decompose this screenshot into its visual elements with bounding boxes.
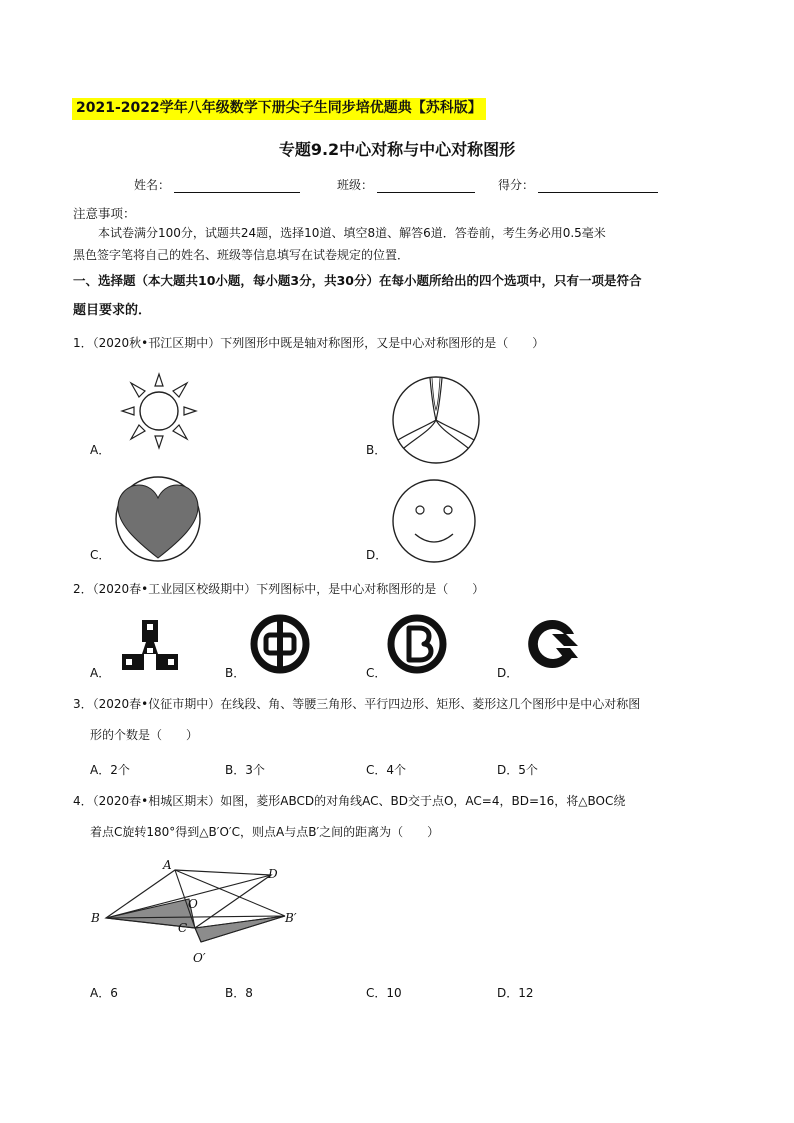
section-heading-line-2: 题目要求的． <box>73 303 152 318</box>
notice-line-1: 本试卷满分100分，试题共24题，选择10道、填空8道、解答6道．答卷前，考生务必用0.5毫米 <box>98 226 606 240</box>
q3-option-c[interactable]: C．4个 <box>366 763 407 777</box>
rhombus-figure <box>85 856 305 966</box>
q1-option-d[interactable]: D． <box>366 548 388 562</box>
section-heading-line-1: 一、选择题（本大题共10小题，每小题3分，共30分）在每小题所给出的四个选项中，只有一项是符合 <box>73 273 642 288</box>
q1-option-b[interactable]: B． <box>366 443 387 457</box>
label-b: B <box>91 911 100 925</box>
label-a: A <box>163 858 172 872</box>
bank-of-china-icon <box>250 614 310 674</box>
q4-option-c[interactable]: C．10 <box>366 986 402 1000</box>
score-field[interactable] <box>498 176 658 193</box>
heart-figure <box>113 474 203 564</box>
score-blank[interactable] <box>538 178 658 193</box>
q3-option-b[interactable]: B．3个 <box>225 763 265 777</box>
ccb-logo-icon <box>522 614 582 674</box>
q2-option-c[interactable]: C． <box>366 666 387 680</box>
label-b-prime: B′ <box>285 911 297 925</box>
class-blank[interactable] <box>377 178 475 193</box>
q2-option-d[interactable]: D． <box>497 666 519 680</box>
name-label: 姓名： <box>134 178 171 192</box>
sun-figure <box>114 366 204 456</box>
q4-option-a[interactable]: A．6 <box>90 986 118 1000</box>
q1-option-c[interactable]: C． <box>90 548 111 562</box>
bank-logo-c-icon <box>387 614 447 674</box>
notice-heading: 注意事项： <box>73 206 136 221</box>
label-o: O <box>188 897 198 911</box>
q1-stem: 1．（2020秋•邗江区期中）下列图形中既是轴对称图形，又是中心对称图形的是（ ） <box>73 336 545 350</box>
label-o-prime: O′ <box>193 951 206 965</box>
score-label: 得分： <box>498 178 535 192</box>
q3-stem-line-2: 形的个数是（ ） <box>90 728 199 742</box>
class-field[interactable] <box>337 176 475 193</box>
class-label: 班级： <box>337 178 374 192</box>
label-c: C <box>178 921 188 935</box>
label-d: D <box>268 867 278 881</box>
q2-option-a[interactable]: A． <box>90 666 111 680</box>
circle-curves-figure <box>386 370 486 470</box>
name-blank[interactable] <box>174 178 300 193</box>
name-field[interactable] <box>134 176 300 193</box>
q2-stem: 2．（2020春•工业园区校级期中）下列图标中，是中心对称图形的是（ ） <box>73 582 485 596</box>
q4-option-d[interactable]: D．12 <box>497 986 534 1000</box>
notice-line-2: 黑色签字笔将自己的姓名、班级等信息填写在试卷规定的位置． <box>73 248 410 262</box>
q3-option-d[interactable]: D．5个 <box>497 763 538 777</box>
smiley-figure <box>389 476 479 566</box>
q4-option-b[interactable]: B．8 <box>225 986 253 1000</box>
q3-stem-line-1: 3．（2020春•仪征市期中）在线段、角、等腰三角形、平行四边形、矩形、菱形这几个图形中是中心对称图 <box>73 697 641 711</box>
q4-stem-line-2: 着点C旋转180°得到△B′O′C，则点A与点B′之间的距离为（ ） <box>90 825 440 839</box>
series-title: 2021-2022学年八年级数学下册尖子生同步培优题典【苏科版】 <box>72 98 486 120</box>
q3-option-a[interactable]: A．2个 <box>90 763 130 777</box>
page-title: 专题9.2中心对称与中心对称图形 <box>278 140 516 159</box>
q1-option-a[interactable]: A． <box>90 443 111 457</box>
bank-logo-a-icon <box>120 618 180 674</box>
q2-option-b[interactable]: B． <box>225 666 246 680</box>
q4-stem-line-1: 4．（2020春•相城区期末）如图，菱形ABCD的对角线AC、BD交于点O，AC=4，BD=16，将△BOC绕 <box>73 794 626 808</box>
